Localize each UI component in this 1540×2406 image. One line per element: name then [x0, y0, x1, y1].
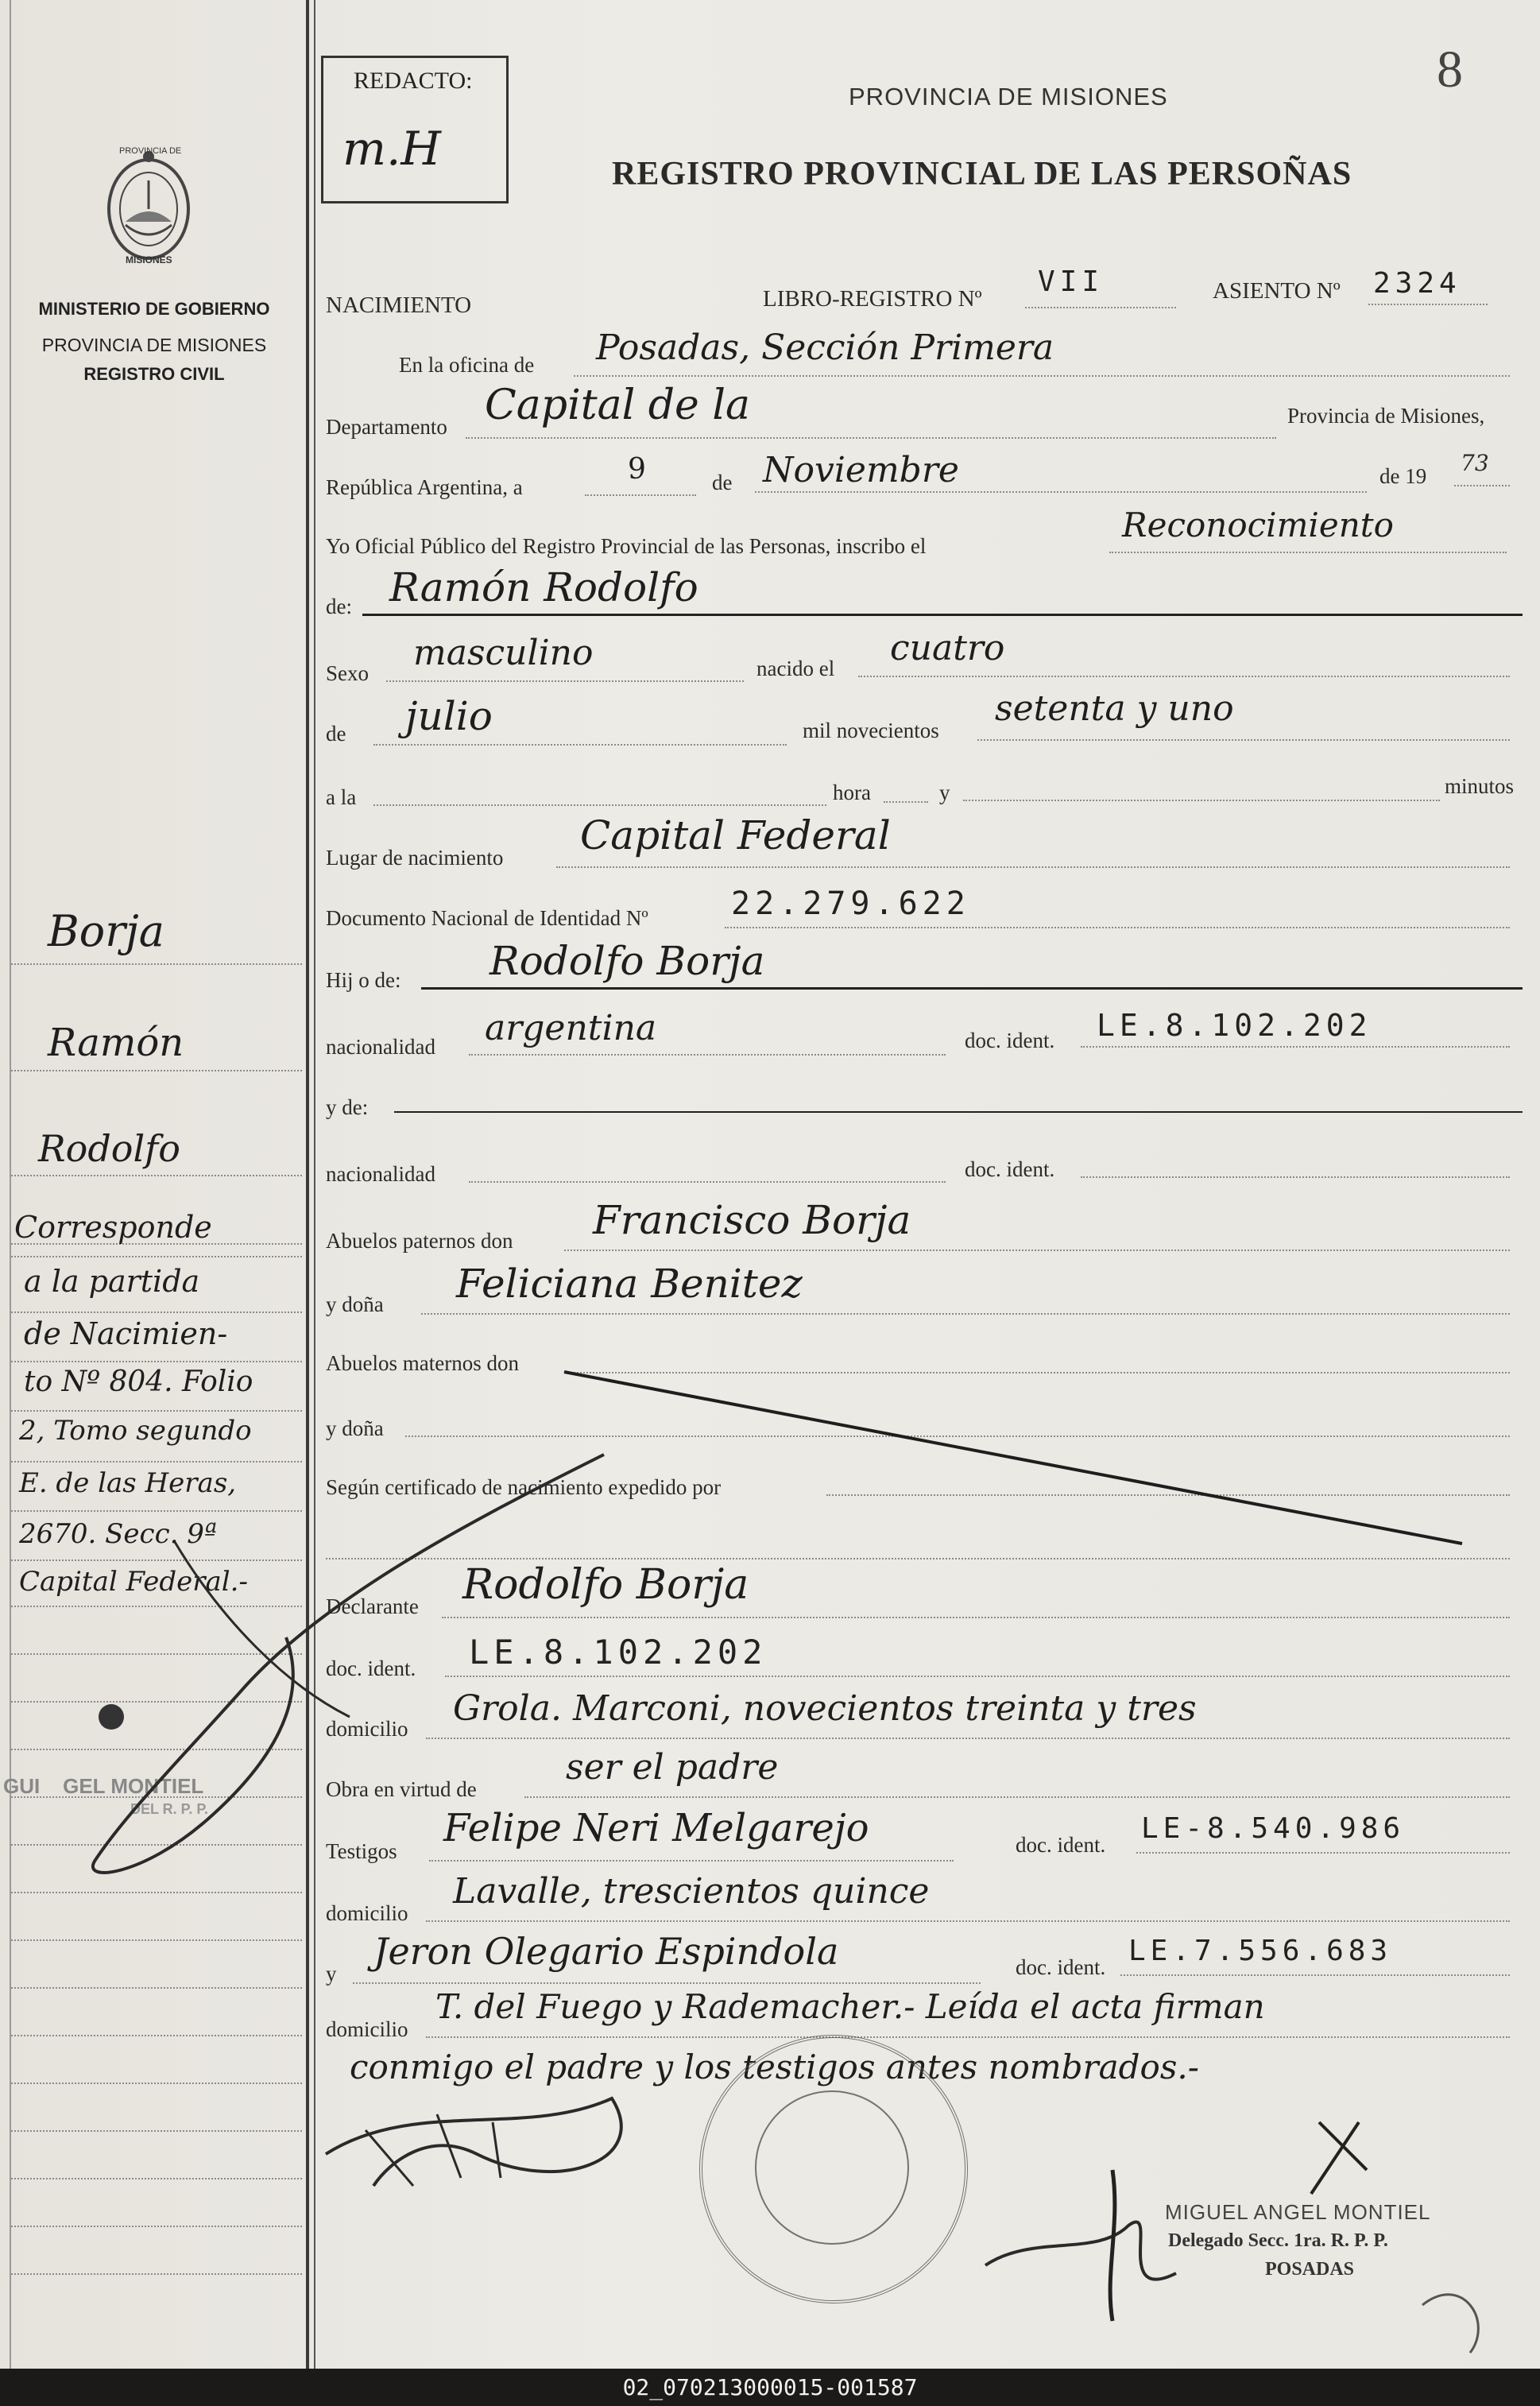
margin-rule: [11, 1361, 302, 1362]
margin-rule: [11, 1410, 302, 1412]
madre-doc-line: [1081, 1176, 1510, 1178]
sexo-label: Sexo: [326, 661, 369, 685]
stamp-name: MIGUEL ANGEL MONTIEL: [1165, 2200, 1431, 2224]
ministry-line3: REGISTRO CIVIL: [83, 364, 225, 384]
libro-label: LIBRO-REGISTRO Nº: [763, 286, 982, 312]
segun-label: Según certificado de nacimiento expedido por: [326, 1475, 722, 1499]
margin-rule: [11, 2035, 302, 2036]
dia-line: [585, 494, 696, 496]
footer-code: 02_070213000015-001587: [0, 2369, 1540, 2406]
column-divider-inner: [314, 0, 315, 2369]
testigo2-dom: T. del Fuego y Rademacher.- Leída el acta firman: [435, 1987, 1265, 2026]
y-de-label: y de:: [326, 1095, 369, 1119]
testigo1-doc: LE-8.540.986: [1141, 1812, 1406, 1845]
margin-nota-2: a la partida: [24, 1264, 200, 1299]
anio-nac-line: [977, 739, 1510, 741]
stamp-role: Delegado Secc. 1ra. R. P. P.: [1168, 2230, 1388, 2251]
y-dona-label: y doña: [326, 1292, 384, 1316]
obra-label: Obra en virtud de: [326, 1777, 477, 1801]
coat-of-arms-icon: [102, 145, 195, 265]
doc-ident2-label: doc. ident.: [965, 1157, 1055, 1181]
testigo2-doc-line: [1120, 1974, 1510, 1976]
ministry-seal: [102, 145, 195, 265]
margin-rule: [11, 1311, 302, 1313]
nacionalidad-label: nacionalidad: [326, 1035, 435, 1059]
ministry-line1: MINISTERIO DE GOBIERNO: [38, 299, 270, 319]
nombre-value: Ramón Rodolfo: [389, 564, 698, 610]
margin-nota-6: E. de las Heras,: [19, 1467, 237, 1499]
republica-label: República Argentina, a: [326, 475, 523, 499]
abuelos-pat-label: Abuelos paternos don: [326, 1229, 513, 1253]
margin-nota-4: to Nº 804. Folio: [24, 1366, 253, 1398]
asiento-label: ASIENTO Nº: [1213, 278, 1341, 304]
acto-value: Reconocimiento: [1122, 506, 1394, 544]
testigo2-line: [353, 1982, 981, 1984]
nacido-label: nacido el: [756, 657, 835, 680]
nombre-label: de:: [326, 595, 352, 618]
abuela-pat-value: Feliciana Benitez: [456, 1261, 803, 1307]
abuela-pat-line: [421, 1313, 1510, 1315]
decl-doc-label: doc. ident.: [326, 1656, 416, 1680]
dni-value: 22.279.622: [731, 885, 970, 922]
abuelos-mat-label: Abuelos maternos don: [326, 1351, 519, 1375]
margin-nombre2: Rodolfo: [38, 1127, 180, 1170]
mes-value: Noviembre: [763, 450, 959, 490]
domicilio-value: Grola. Marconi, novecientos treinta y tres: [453, 1688, 1197, 1729]
anio-line: [1454, 485, 1510, 486]
de-label: de: [712, 471, 733, 494]
nacido-line: [858, 676, 1510, 677]
nacido-value: cuatro: [890, 628, 1005, 668]
oficial-label: Yo Oficial Público del Registro Provincial de las Personas, inscribo el: [326, 534, 927, 558]
seal-text-top: PROVINCIA DE: [119, 146, 182, 156]
faded-stamp-line2: DEL R. P. P.: [130, 1801, 209, 1817]
y-label: y: [939, 781, 950, 804]
acto-line: [1109, 552, 1507, 553]
round-seal-inner: [755, 2090, 909, 2245]
lugar-line: [556, 866, 1510, 868]
departamento-value: Capital de la: [485, 382, 750, 429]
margin-rule: [11, 1892, 302, 1893]
mes-nac-value: julio: [405, 693, 493, 739]
minutos-line: [963, 800, 1440, 801]
anio-value: 73: [1461, 450, 1489, 476]
record-type-label: NACIMIENTO: [326, 293, 472, 318]
y-dona2-label: y doña: [326, 1416, 384, 1440]
padre-value: Rodolfo Borja: [489, 938, 765, 984]
testigo2-value: Jeron Olegario Espindola: [373, 1930, 839, 1973]
anio-label: de 19: [1379, 464, 1427, 488]
registry-title: REGISTRO PROVINCIAL DE LAS PERSOÑAS: [612, 156, 1352, 192]
test2-doc-label: doc. ident.: [1016, 1955, 1106, 1979]
margin-rule: [11, 1256, 302, 1257]
domicilio2-label: domicilio: [326, 1901, 408, 1925]
sexo-line: [386, 680, 744, 682]
padre-doc-value: LE.8.102.202: [1097, 1008, 1372, 1043]
closing-text: conmigo el padre y los testigos antes nombrados.-: [350, 2048, 1199, 2086]
de3-label: de: [326, 722, 346, 746]
dia-value: 9: [628, 453, 646, 486]
libro-value: VII: [1038, 265, 1105, 298]
declarante-label: Declarante: [326, 1594, 419, 1618]
doc-ident-label: doc. ident.: [965, 1029, 1055, 1052]
nacionalidad2-line: [469, 1181, 946, 1183]
margin-apellido: Borja: [48, 906, 164, 956]
testigo2-dom-line: [426, 2036, 1510, 2038]
testigo1-dom-line: [426, 1920, 1510, 1922]
lugar-label: Lugar de nacimiento: [326, 846, 504, 870]
margin-nota-1: Corresponde: [14, 1210, 212, 1245]
ministry-line2: PROVINCIA DE MISIONES: [41, 335, 267, 355]
padre-line: [421, 987, 1523, 990]
decl-doc-value: LE.8.102.202: [469, 1633, 768, 1672]
margin-rule: [11, 1175, 302, 1176]
margin-rule: [11, 2178, 302, 2179]
redacto-box: [321, 56, 509, 203]
faded-stamp-line1: GUI GEL MONTIEL: [3, 1774, 204, 1798]
margin-nota-3: de Nacimien-: [24, 1316, 228, 1351]
test1-doc-label: doc. ident.: [1016, 1833, 1106, 1857]
mes-line: [755, 491, 1367, 493]
abuelo-pat-line: [564, 1249, 1510, 1251]
asiento-line: [1368, 304, 1488, 305]
domicilio3-label: domicilio: [326, 2017, 408, 2041]
margin-nombre1: Ramón: [48, 1021, 184, 1065]
domicilio-label: domicilio: [326, 1717, 408, 1741]
testigo1-value: Felipe Neri Melgarejo: [443, 1806, 869, 1850]
nacionalidad-line: [469, 1054, 946, 1056]
oficina-value: Posadas, Sección Primera: [596, 327, 1054, 368]
margin-nota-8: Capital Federal.-: [19, 1566, 248, 1598]
oficina-label: En la oficina de: [399, 353, 535, 377]
y2-label: y: [326, 1962, 337, 1986]
province-header: PROVINCIA DE MISIONES: [849, 83, 1168, 110]
hijo-label: Hij o de:: [326, 968, 401, 992]
margin-rule: [11, 1939, 302, 1941]
testigo1-doc-line: [1136, 1852, 1510, 1854]
lugar-value: Capital Federal: [580, 812, 891, 858]
padre-doc-line: [1081, 1046, 1510, 1048]
nombre-line: [362, 614, 1523, 616]
testigos-label: Testigos: [326, 1839, 397, 1863]
margin-nota-5: 2, Tomo segundo: [19, 1415, 252, 1447]
abuelo-pat-value: Francisco Borja: [593, 1197, 911, 1243]
nacionalidad2-label: nacionalidad: [326, 1162, 435, 1186]
libro-line: [1025, 307, 1176, 308]
oficina-line: [574, 375, 1510, 377]
mes-nac-line: [373, 744, 787, 746]
hora-line-2: [884, 801, 928, 803]
dni-label: Documento Nacional de Identidad Nº: [326, 906, 648, 930]
nacionalidad-value: argentina: [485, 1008, 657, 1048]
stamp-city: POSADAS: [1265, 2259, 1355, 2280]
sexo-value: masculino: [413, 633, 594, 673]
dni-line: [725, 927, 1510, 928]
margin-rule: [11, 963, 302, 965]
margin-nota-7: 2670. Secc. 9ª: [19, 1518, 218, 1550]
column-divider: [306, 0, 309, 2369]
minutos-label: minutos: [1445, 774, 1515, 798]
redacto-label: REDACTO:: [354, 68, 473, 94]
a-la-label: a la: [326, 785, 357, 809]
margin-rule: [11, 1987, 302, 1989]
hora-label: hora: [833, 781, 871, 804]
margin-signature: [48, 1447, 683, 1892]
testigo1-dom: Lavalle, trescientos quince: [453, 1871, 930, 1912]
hora-line-1: [373, 804, 826, 806]
asiento-value: 2324: [1373, 267, 1461, 300]
page-number: 8: [1437, 41, 1463, 99]
margin-rule: [11, 2226, 302, 2227]
provincia-label: Provincia de Misiones,: [1287, 404, 1485, 428]
obra-value: ser el padre: [566, 1747, 779, 1788]
margin-rule: [11, 1070, 302, 1071]
anio-nac-value: setenta y uno: [995, 688, 1234, 729]
madre-line: [394, 1111, 1523, 1113]
margin-rule: [11, 2273, 302, 2275]
margin-rule: [11, 2082, 302, 2084]
departamento-line: [466, 437, 1276, 439]
margin-rule: [11, 2130, 302, 2132]
cancel-stroke: [556, 1359, 1478, 1550]
redacto-initials: m.H: [342, 122, 442, 176]
testigo2-doc: LE.7.556.683: [1128, 1935, 1393, 1967]
mil-label: mil novecientos: [803, 719, 939, 742]
departamento-label: Departamento: [326, 415, 447, 439]
declarante-value: Rodolfo Borja: [462, 1561, 749, 1609]
seal-text-bottom: MISIONES: [126, 254, 172, 265]
left-margin-line: [10, 0, 11, 2369]
